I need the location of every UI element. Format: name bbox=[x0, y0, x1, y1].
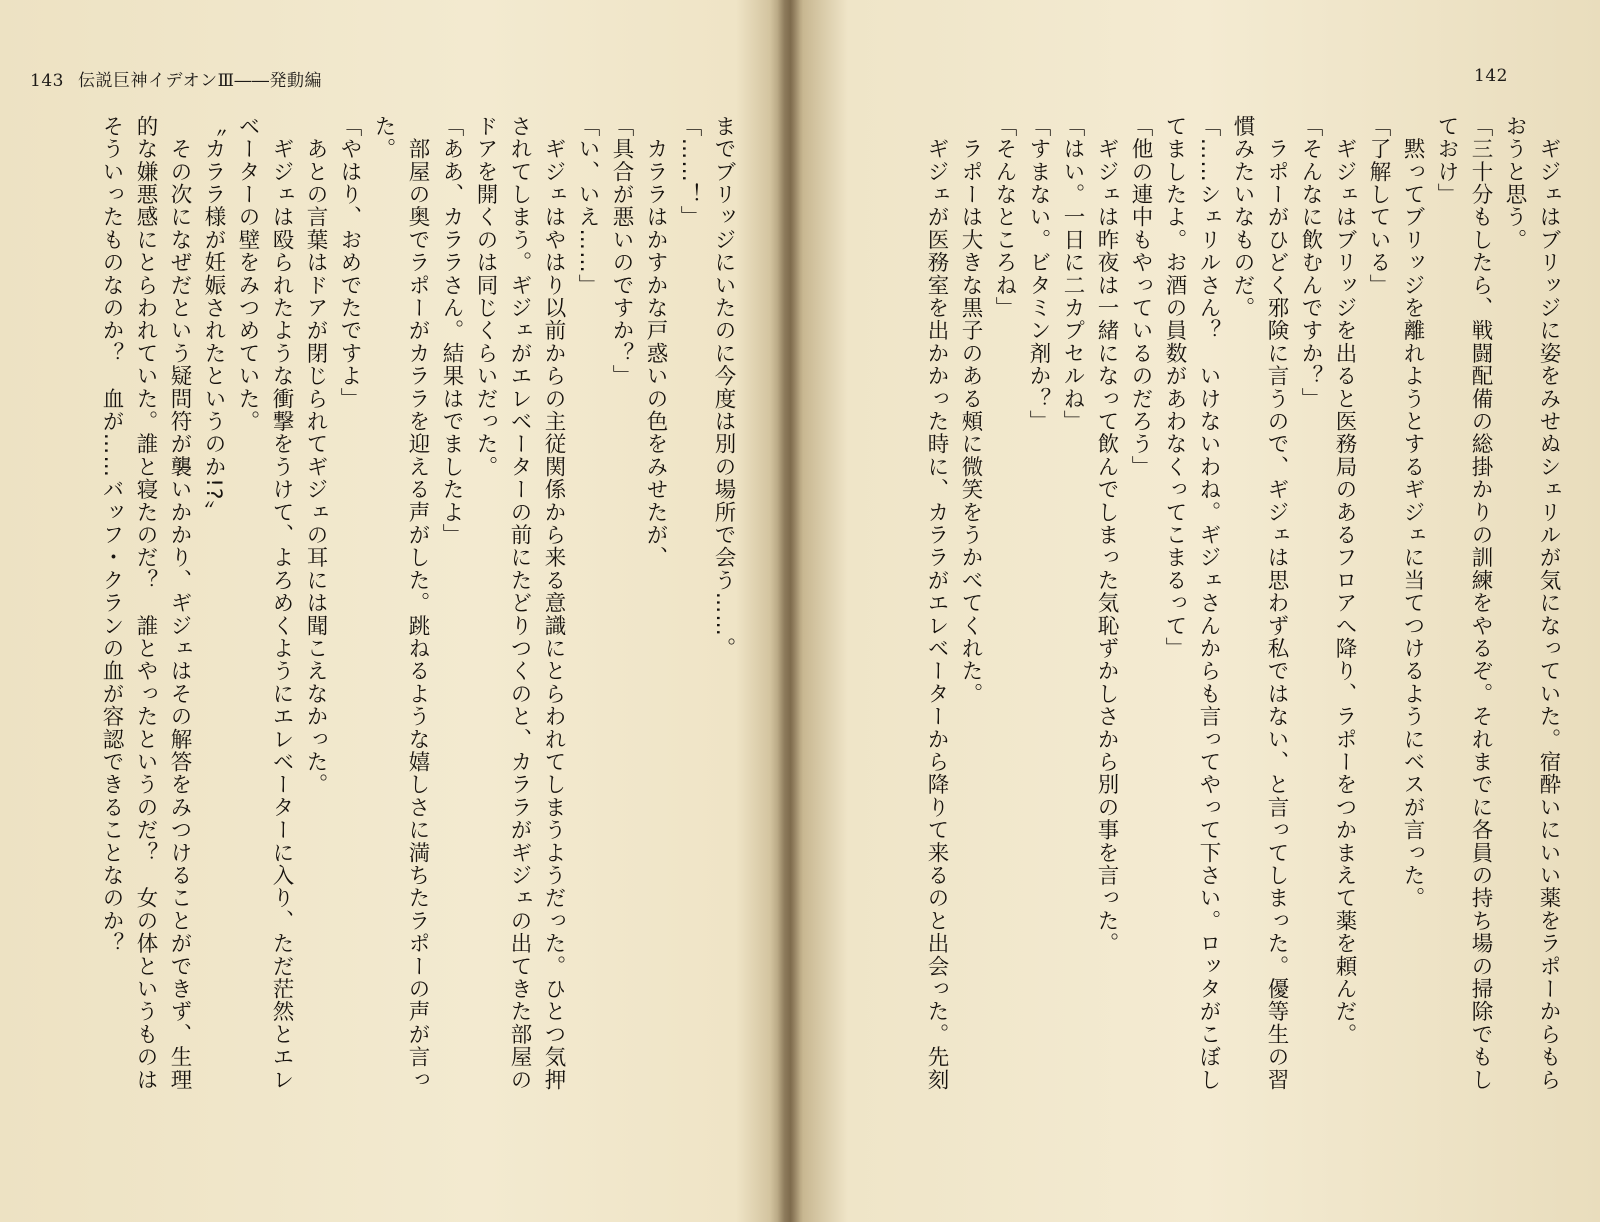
text-column: ておけ」 bbox=[1434, 115, 1459, 206]
text-column: 「い、いえ……」 bbox=[575, 115, 600, 297]
text-column: ギジェが医務室を出かかった時に、カララがエレベーターから降りて来るのと出会った。先刻 bbox=[924, 115, 949, 1092]
text-column: 「他の連中もやっているのだろう」 bbox=[1128, 115, 1153, 479]
text-column: ラポーがひどく邪険に言うので、ギジェは思わず私ではない、と言ってしまった。優等生の習 bbox=[1264, 115, 1289, 1092]
running-title: 伝説巨神イデオンⅢ――発動編 bbox=[77, 71, 323, 91]
text-column: その次になぜだという疑問符が襲いかかり、ギジェはその解答をみつけることができず、生理 bbox=[167, 115, 192, 1092]
text-column: までブリッジにいたのに今度は別の場所で会う……。 bbox=[711, 115, 736, 660]
text-column: 「ああ、カララさん。結果はでましたよ」 bbox=[439, 115, 464, 547]
right-page bbox=[790, 0, 1600, 1222]
text-column: ベーターの壁をみつめていた。 bbox=[235, 115, 260, 433]
text-column: てましたよ。お酒の員数があわなくってこまるって」 bbox=[1162, 115, 1187, 660]
text-column: 「……！」 bbox=[677, 115, 702, 229]
right-page-text bbox=[820, 115, 1565, 1195]
text-column: されてしまう。ギジェがエレベーターの前にたどりつくのと、カララがギジェの出てきた部屋の bbox=[507, 115, 532, 1092]
text-column: ギジェは殴られたような衝撃をうけて、よろめくようにエレベーターに入り、ただ茫然とエレ bbox=[269, 115, 294, 1092]
text-column: 部屋の奥でラポーがカララを迎える声がした。跳ねるような嬉しさに満ちたラポーの声が言っ bbox=[405, 115, 430, 1092]
text-column: ドアを開くのは同じくらいだった。 bbox=[473, 115, 498, 479]
text-column: 「やはり、おめでたですよ」 bbox=[337, 115, 362, 411]
text-column: た。 bbox=[371, 115, 396, 161]
text-column: 「……シェリルさん？ いけないわね。ギジェさんからも言ってやって下さい。ロッタがこぼし bbox=[1196, 115, 1221, 1092]
text-column: 「はい。一日に二カプセルね」 bbox=[1060, 115, 1085, 433]
text-column: ギジェは昨夜は一緒になって飲んでしまった気恥ずかしさから別の事を言った。 bbox=[1094, 115, 1119, 955]
left-page-text bbox=[20, 115, 740, 1195]
text-column: 「すまない。ビタミン剤か？」 bbox=[1026, 115, 1051, 433]
text-column: ギジェはブリッジに姿をみせぬシェリルが気になっていた。宿酔いにいい薬をラポーからもら bbox=[1536, 115, 1561, 1092]
text-column: 慣みたいなものだ。 bbox=[1230, 115, 1255, 320]
text-column: 「そんなところね」 bbox=[992, 115, 1017, 320]
text-column: 的な嫌悪感にとらわれていた。誰と寝たのだ？ 誰とやったというのだ？ 女の体というものは bbox=[133, 115, 158, 1092]
text-column: ラポーは大きな黒子のある頰に微笑をうかべてくれた。 bbox=[958, 115, 983, 706]
text-column: 〝カララ様が妊娠されたというのか!?〟 bbox=[201, 115, 226, 524]
left-page bbox=[0, 0, 780, 1222]
text-column: 「三十分もしたら、戦闘配備の総掛かりの訓練をやるぞ。それまでに各員の持ち場の掃除でもし bbox=[1468, 115, 1493, 1092]
left-page-header bbox=[30, 66, 322, 91]
text-column: 「了解している」 bbox=[1366, 115, 1391, 297]
text-column: ギジェはやはり以前からの主従関係から来る意識にとらわれてしまうようだった。ひとつ気押 bbox=[541, 115, 566, 1092]
right-page-header bbox=[1474, 66, 1508, 86]
text-column: 「そんなに飲むんですか？」 bbox=[1298, 115, 1323, 411]
text-column: カララはかすかな戸惑いの色をみせたが、 bbox=[643, 115, 668, 569]
text-column: あとの言葉はドアが閉じられてギジェの耳には聞こえなかった。 bbox=[303, 115, 328, 796]
text-column: おうと思う。 bbox=[1502, 115, 1527, 252]
text-column: ギジェはブリッジを出ると医務局のあるフロアへ降り、ラポーをつかまえて薬を頼んだ。 bbox=[1332, 115, 1357, 1046]
right-page-number: 142 bbox=[1474, 66, 1508, 86]
text-column: そういったものなのか？ 血が……バッフ・クランの血が容認できることなのか？ bbox=[99, 115, 124, 955]
left-page-number: 143 bbox=[30, 71, 64, 91]
text-column: 「具合が悪いのですか？」 bbox=[609, 115, 634, 388]
text-column: 黙ってブリッジを離れようとするギジェに当てつけるようにベスが言った。 bbox=[1400, 115, 1425, 910]
